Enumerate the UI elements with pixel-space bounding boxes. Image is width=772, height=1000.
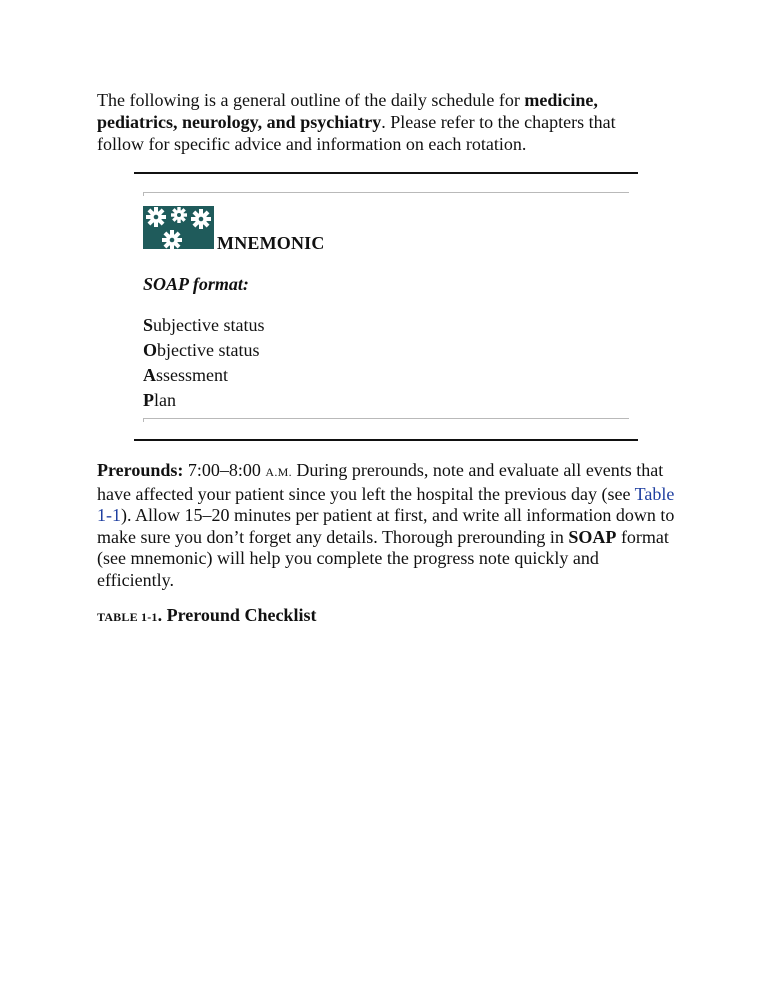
prerounds-am: A.M. [265, 465, 292, 479]
intro-text-2: . Please refer to the chapters that follow for specific advice and information on each rotation. [97, 112, 616, 154]
table-caption-title: Preround Checklist [166, 605, 317, 625]
table-caption-label: TABLE 1-1 [97, 610, 158, 624]
table-caption-separator: . [157, 605, 167, 625]
mnemonic-inner-bottom-rule [143, 418, 629, 422]
prerounds-text-1: During prerounds, note and evaluate all events that have affected your patient since you left the hospital the previous day (see [97, 460, 664, 504]
soap-list [143, 313, 265, 413]
intro-rotations-bold: medicine, pediatrics, neurology, and psychiatry [97, 90, 598, 132]
soap-rest: ssessment [156, 365, 228, 385]
prerounds-soap-bold: SOAP [568, 526, 617, 547]
mnemonic-title: MNEMONIC [217, 233, 325, 253]
soap-letter: A [143, 365, 156, 385]
soap-letter: O [143, 340, 158, 360]
soap-rest: ubjective status [153, 315, 265, 335]
soap-format-label: SOAP format [143, 274, 243, 294]
mnemonic-box-bottom-rule [134, 439, 638, 441]
list-item [143, 363, 265, 388]
list-item [143, 338, 265, 363]
soap-format-colon: : [242, 274, 249, 294]
list-item [143, 313, 265, 338]
gears-icon [143, 206, 214, 249]
intro-text-1: The following is a general outline of the daily schedule for [97, 90, 525, 110]
mnemonic-inner-top-rule [143, 192, 629, 196]
prerounds-text-3: format (see mnemonic) will help you complete the progress note quickly and efficiently. [97, 526, 669, 590]
soap-rest: bjective status [157, 340, 260, 360]
prerounds-time: 7:00–8:00 [183, 460, 266, 480]
mnemonic-box-top-rule [134, 172, 638, 174]
prerounds-label: Prerounds: [97, 460, 184, 480]
soap-letter: S [143, 315, 154, 335]
prerounds-text-2: ). Allow 15–20 minutes per patient at first, and write all information down to make sure you don’t forget any details. Thorough prerounding in [97, 505, 675, 547]
table-caption [97, 604, 316, 628]
table-1-1-link[interactable]: Table 1-1 [97, 483, 675, 525]
prerounds-paragraph [97, 460, 677, 591]
list-item [143, 388, 265, 413]
soap-format-heading [143, 273, 249, 295]
soap-rest: lan [154, 390, 176, 410]
soap-letter: P [143, 390, 154, 410]
intro-paragraph [97, 89, 657, 155]
